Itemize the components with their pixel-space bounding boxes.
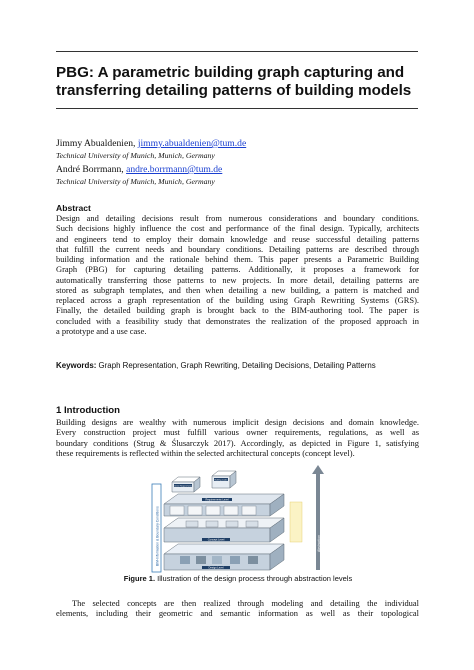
intro-line: Every construction project must fulfill various owner requirements, regulations, as well as	[56, 427, 419, 438]
design-thumb	[230, 556, 240, 564]
glow-box	[290, 502, 302, 542]
abstract-line: replaced across a graph representation of the building using Graph Rewriting Systems (GRS).	[56, 295, 419, 305]
concept-thumb	[226, 521, 238, 527]
building-codes-label: Building Codes	[214, 479, 228, 482]
abstract-line: stored as subgraph templates, and then when detailing a new building, a pattern is matched and	[56, 284, 419, 295]
abstract-line: concluded with a feasibility study that demonstrates the realization of the proposed approach in	[56, 315, 419, 326]
author-2	[56, 164, 222, 175]
keywords-text: Graph Representation, Graph Rewriting, Detailing Decisions, Detailing Patterns	[96, 361, 376, 370]
closing-line: elements, including their geometric and semantic information as well as their topological	[56, 608, 419, 619]
caption-text: Illustration of the design process through abstraction levels	[155, 574, 353, 583]
concept-thumb	[206, 521, 218, 527]
intro-line: Building designs are wealthy with numerous implicit design decisions and domain knowledge.	[56, 417, 419, 427]
design-level-label: Design Level	[208, 566, 224, 570]
figure-abstraction-levels	[150, 462, 340, 574]
abstract-body	[56, 213, 419, 336]
requirements-thumb	[206, 506, 220, 515]
owner-req-label: Owner Requirements	[174, 485, 192, 488]
author-1-email[interactable]: jimmy.abualdenien@tum.de	[137, 138, 247, 149]
design-thumb	[212, 556, 222, 564]
design-thumb	[248, 556, 258, 564]
abstract-heading: Abstract	[56, 203, 91, 213]
author-2-name: André Borrmann,	[56, 164, 127, 175]
concept-thumb	[246, 521, 258, 527]
figure-caption	[98, 574, 378, 583]
closing-body	[56, 598, 419, 619]
design-level-top	[164, 544, 284, 554]
abstraction-label: Abstraction	[317, 535, 321, 552]
abstract-line: that fulfill the current needs and boundary conditions. Detailing patterns are described through	[56, 243, 419, 254]
keywords-label: Keywords:	[56, 361, 97, 370]
paper-title: PBG: A parametric building graph capturing and transferring detailing patterns of building models	[56, 64, 412, 99]
requirements-thumb	[188, 506, 202, 515]
concept-level-top	[164, 518, 284, 528]
abstract-line: building information and the rationale behind them. This paper presents a Parametric Building	[56, 254, 419, 264]
author-2-affiliation: Technical University of Munich, Munich, Germany	[56, 177, 215, 186]
concept-thumb	[186, 521, 198, 527]
side-label: BIM-Information & Boundary Conditions	[155, 506, 160, 566]
intro-line: boundary conditions (Strug & Ślusarczyk 2017). Accordingly, as depicted in Figure 1, satisfying	[56, 437, 419, 448]
author-1-name: Jimmy Abualdenien,	[56, 138, 138, 149]
intro-line: these requirements is reflected within the selected architectural concepts (concept level).	[56, 447, 355, 458]
author-2-email[interactable]: andre.borrmann@tum.de	[126, 164, 223, 175]
closing-line: The selected concepts are then realized through modeling and detailing the individual	[72, 598, 419, 608]
abstract-line: Finally, the detailed building graph is brought back to the BIM-authoring tool. The paper is	[56, 305, 419, 316]
requirements-thumb	[242, 506, 256, 515]
title-rule	[56, 108, 418, 109]
intro-body	[56, 417, 419, 458]
building-codes-front	[212, 476, 230, 488]
abstraction-arrow-head	[312, 465, 324, 474]
abstract-line: and engineers tend to employ their domain knowledge and reuse successful detailing patterns	[56, 233, 419, 244]
design-thumb	[196, 556, 206, 564]
intro-heading: 1 Introduction	[56, 405, 120, 416]
author-1	[56, 138, 246, 149]
requirements-thumb	[224, 506, 238, 515]
keywords	[56, 361, 426, 370]
abstract-line: automatically transferring those patterns to new projects. In more detail, detailing patterns are	[56, 274, 419, 285]
requirements-thumb	[170, 506, 184, 515]
abstract-line: Design and detailing decisions result from numerous considerations and boundary conditions.	[56, 213, 419, 223]
abstract-line: a prototype and a use case.	[56, 325, 147, 336]
requirements-level-label: Requirements Level	[205, 498, 229, 502]
concept-level-label: Concept Level	[207, 538, 225, 542]
author-1-affiliation: Technical University of Munich, Munich, Germany	[56, 151, 215, 160]
design-thumb	[180, 556, 190, 564]
abstract-line: Such decisions highly influence the cost and performance of the final design. Typically, architects	[56, 223, 419, 234]
top-rule	[56, 51, 418, 52]
caption-label: Figure 1.	[123, 574, 156, 583]
abstract-line: Graph (PBG) for capturing detailing patterns. Additionally, it proposes a framework for	[56, 264, 419, 275]
